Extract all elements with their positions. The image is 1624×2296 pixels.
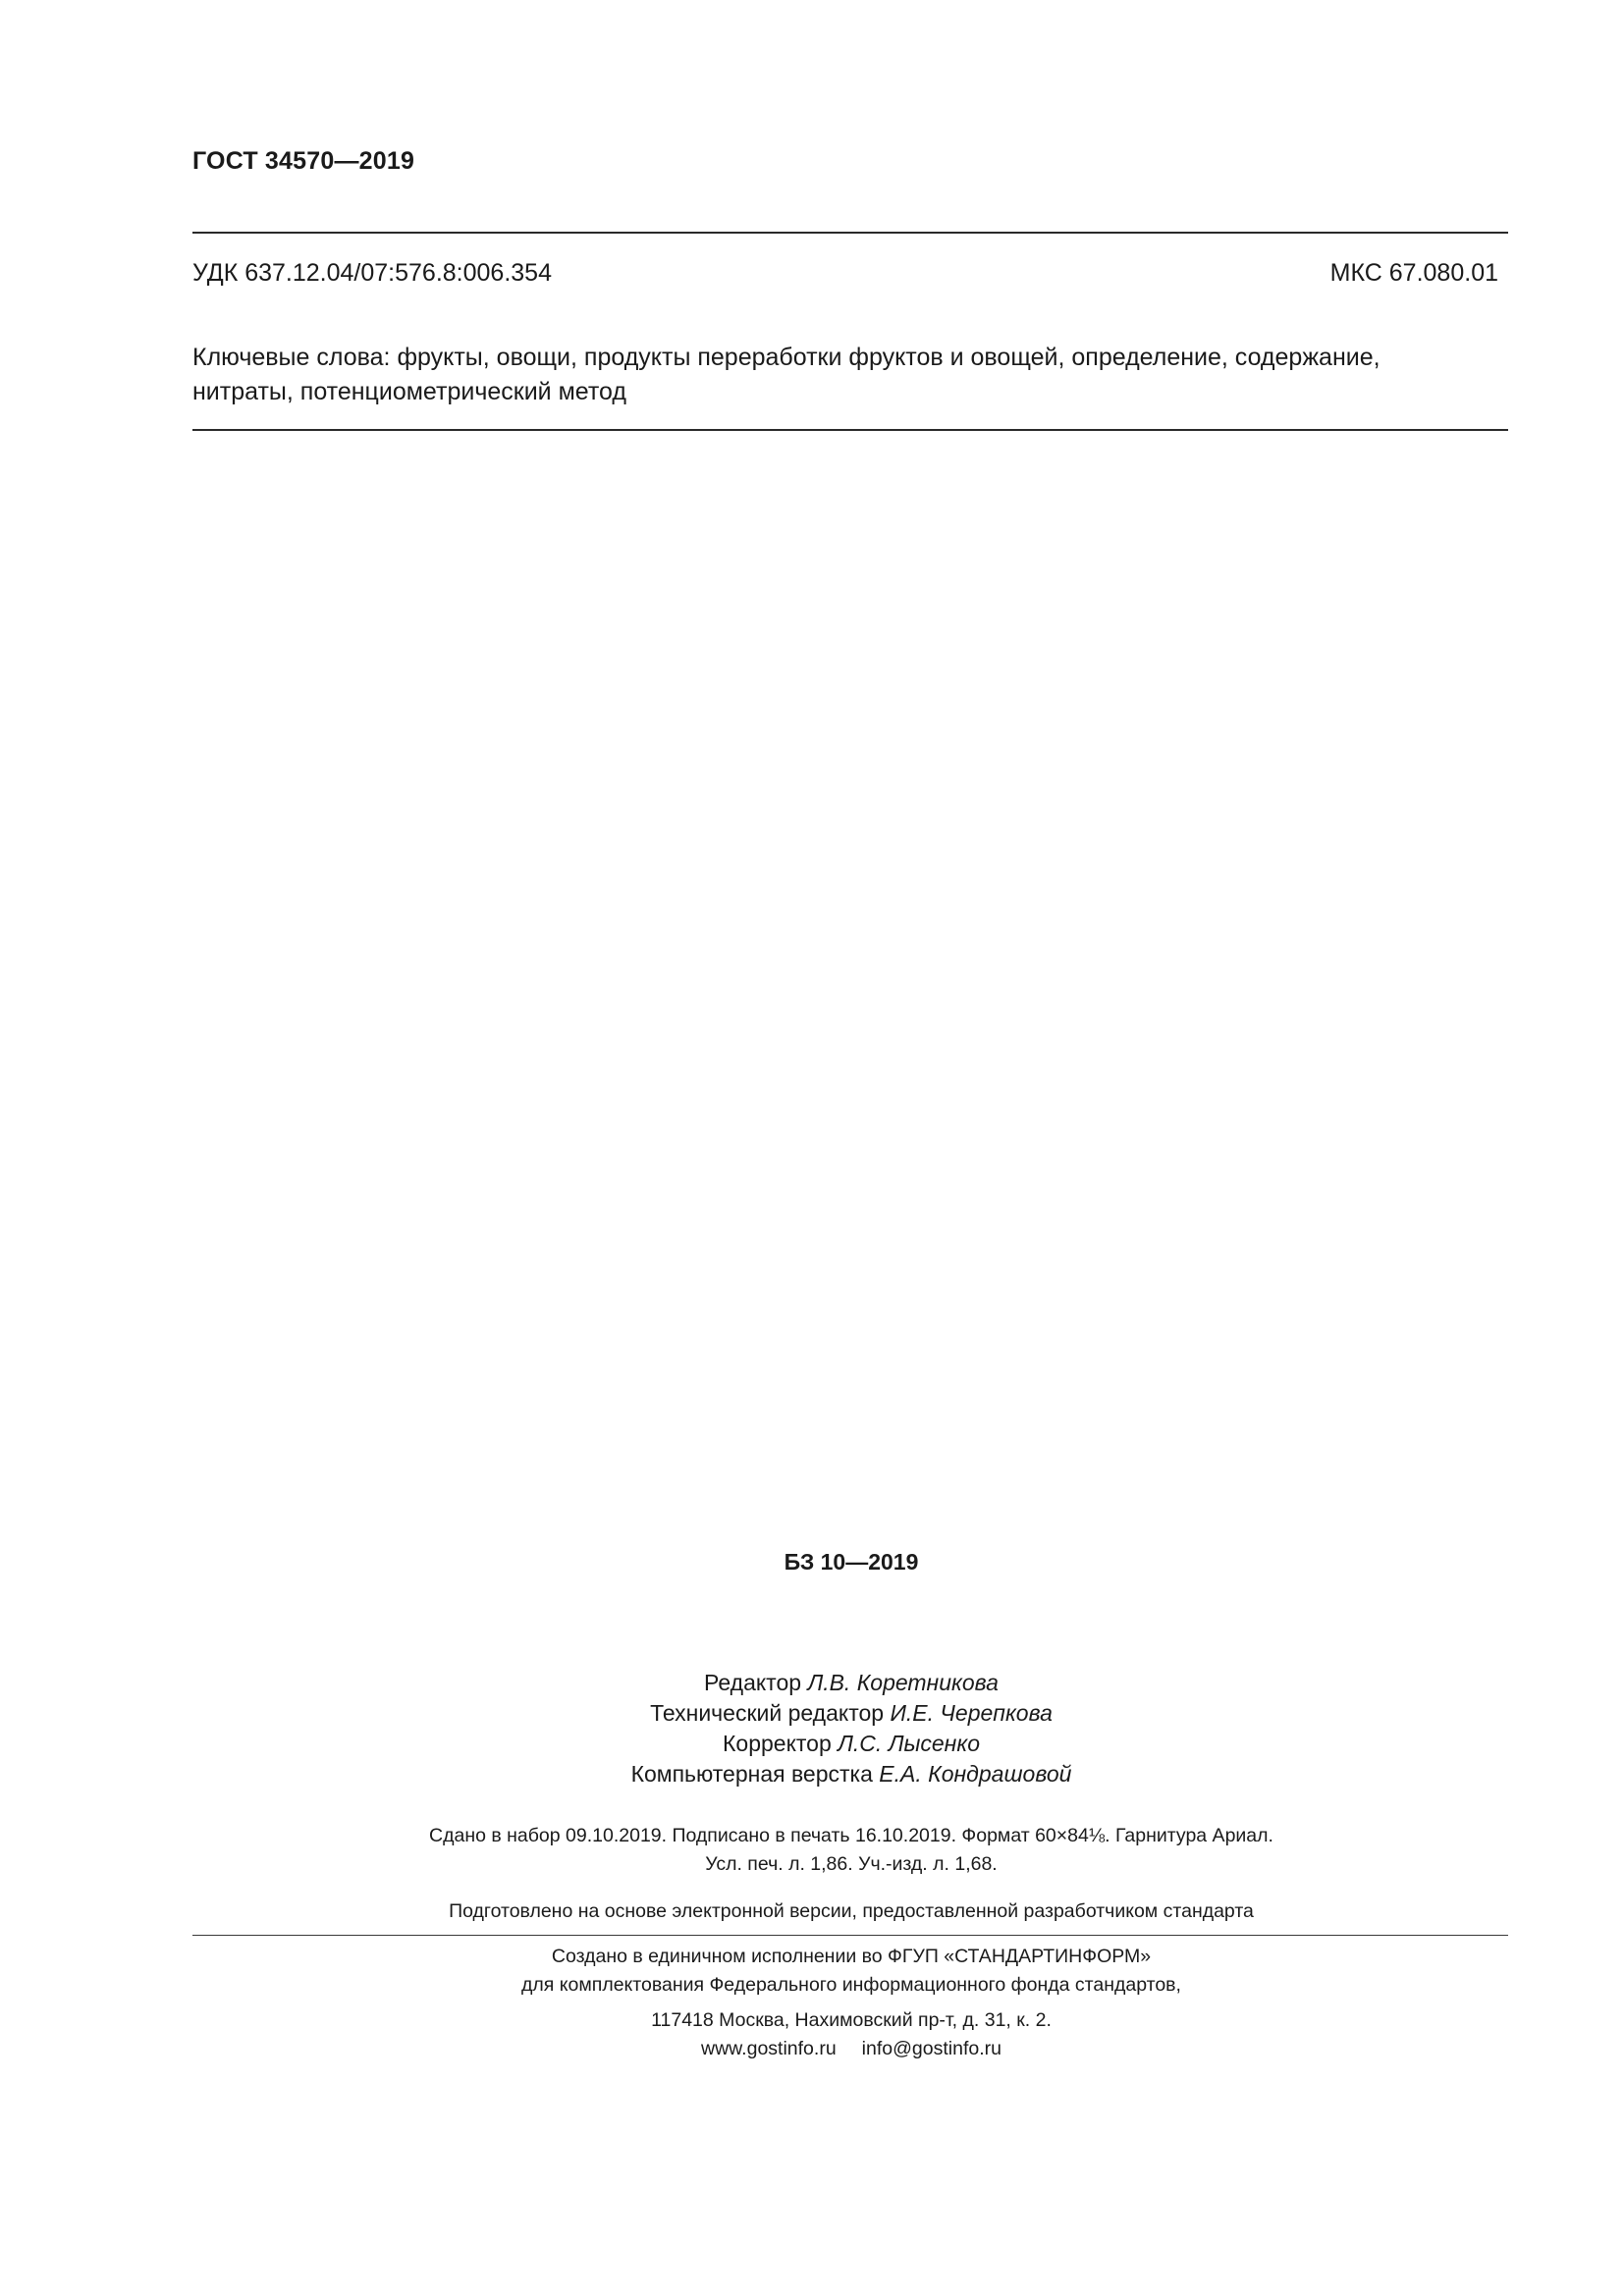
created-line-2: для комплектования Федерального информационного фонда стандартов, [521,1974,1181,1996]
bottom-divider [192,1935,1508,1936]
prepared-note: Подготовлено на основе электронной версии, предоставленной разработчиком стандарта [449,1900,1254,1922]
publication-line-2: Усл. печ. л. 1,86. Уч.-изд. л. 1,68. [705,1853,998,1875]
credit-proofreader [0,1729,1624,1759]
credit-tech-editor [0,1698,1624,1729]
website-link[interactable]: www.gostinfo.ru [701,2038,837,2059]
top-divider [192,232,1508,234]
keywords-block [192,341,1508,409]
credit-role: Корректор [723,1731,832,1756]
credit-role: Редактор [704,1670,802,1695]
email-link[interactable]: info@gostinfo.ru [861,2038,1001,2059]
created-info [0,1943,1624,2000]
credit-name: Л.В. Коретникова [807,1670,999,1695]
credit-layout [0,1759,1624,1789]
credit-name: И.Е. Черепкова [890,1700,1053,1726]
publication-line-1: Сдано в набор 09.10.2019. Подписано в печать 16.10.2019. Формат 60×84⅛. Гарнитура Ариал. [429,1825,1273,1846]
credit-role: Компьютерная верстка [630,1761,873,1787]
bz-number: БЗ 10—2019 [784,1549,919,1575]
keywords-line-2: нитраты, потенциометрический метод [192,378,626,405]
udk-code: УДК 637.12.04/07:576.8:006.354 [192,259,552,287]
document-id: ГОСТ 34570—2019 [192,147,415,175]
credits-block [0,1668,1624,1789]
address-block [0,2006,1624,2063]
keywords-line-1: Ключевые слова: фрукты, овощи, продукты переработки фруктов и овощей, определение, содержание, [192,344,1380,371]
credit-editor [0,1668,1624,1698]
contact-line [0,2035,1624,2063]
mks-code: МКС 67.080.01 [1329,259,1498,287]
credit-role: Технический редактор [650,1700,885,1726]
address-line: 117418 Москва, Нахимовский пр-т, д. 31, к. 2. [651,2009,1052,2031]
credit-name: Е.А. Кондрашовой [879,1761,1072,1787]
credit-name: Л.С. Лысенко [838,1731,980,1756]
keywords-divider [192,429,1508,431]
created-line-1: Создано в единичном исполнении во ФГУП «СТАНДАРТИНФОРМ» [551,1946,1152,1967]
publication-info [0,1822,1624,1879]
